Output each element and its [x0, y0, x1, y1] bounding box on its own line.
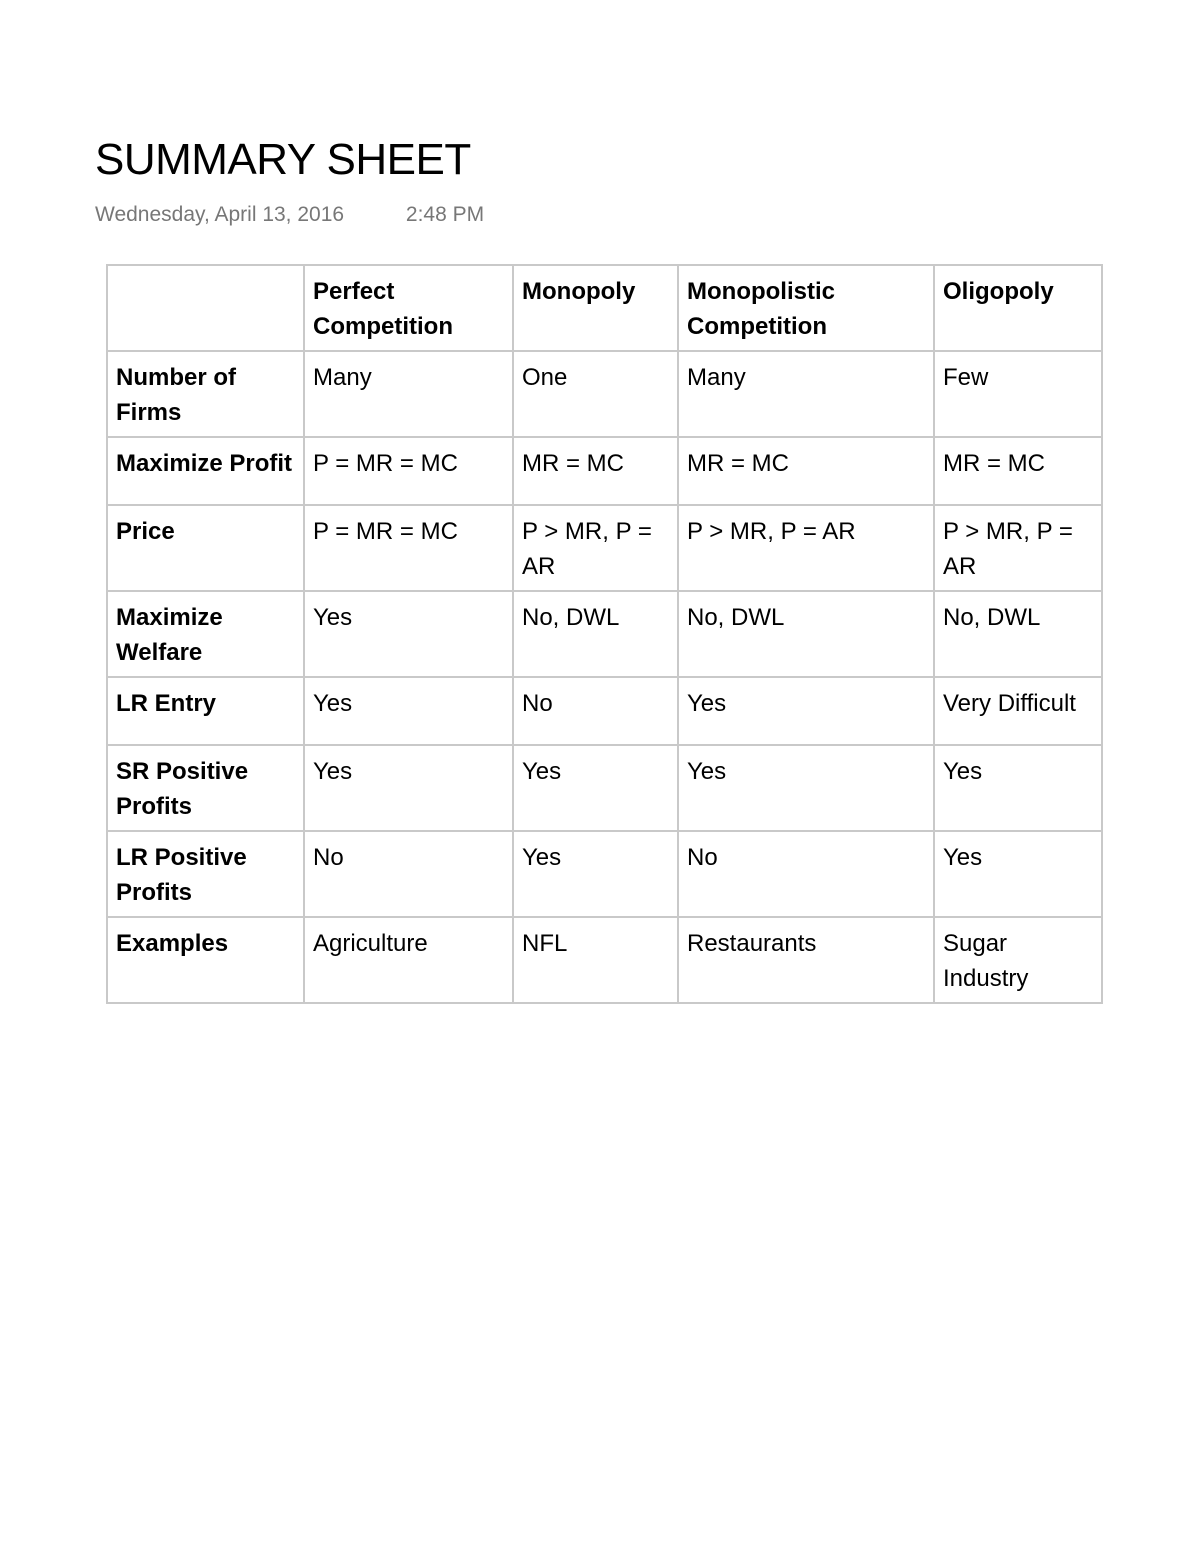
header-monopoly: Monopoly: [513, 265, 678, 351]
table-cell: Yes: [304, 745, 513, 831]
table-cell: P > MR, P = AR: [934, 505, 1102, 591]
table-cell: P = MR = MC: [304, 437, 513, 505]
table-cell: Very Difficult: [934, 677, 1102, 745]
table-cell: P > MR, P = AR: [678, 505, 934, 591]
table-cell: Yes: [934, 745, 1102, 831]
table-cell: No: [678, 831, 934, 917]
header-monopolistic-competition: Monopolistic Competition: [678, 265, 934, 351]
time-text: 2:48 PM: [405, 203, 485, 226]
market-structures-table: [106, 264, 1103, 1004]
table-cell: Yes: [513, 745, 678, 831]
table-cell: P = MR = MC: [304, 505, 513, 591]
table-row: [107, 831, 1102, 917]
row-label: LR Entry: [107, 677, 304, 745]
date-text: Wednesday, April 13, 2016: [95, 203, 345, 226]
table-cell: Restaurants: [678, 917, 934, 1003]
row-label: Examples: [107, 917, 304, 1003]
timestamp-line: [95, 200, 484, 230]
table-cell: NFL: [513, 917, 678, 1003]
row-label: LR Positive Profits: [107, 831, 304, 917]
table-row: [107, 745, 1102, 831]
table-cell: Many: [678, 351, 934, 437]
table-cell: Yes: [513, 831, 678, 917]
table-cell: No: [513, 677, 678, 745]
table-cell: No, DWL: [513, 591, 678, 677]
table-cell: Agriculture: [304, 917, 513, 1003]
table-cell: Yes: [304, 591, 513, 677]
table-cell: Yes: [678, 745, 934, 831]
table-cell: Few: [934, 351, 1102, 437]
table-cell: Yes: [934, 831, 1102, 917]
row-label: Price: [107, 505, 304, 591]
row-label: Number of Firms: [107, 351, 304, 437]
table-cell: No, DWL: [678, 591, 934, 677]
table-row: [107, 591, 1102, 677]
table-cell: No: [304, 831, 513, 917]
table-header-row: [107, 265, 1102, 351]
header-oligopoly: Oligopoly: [934, 265, 1102, 351]
table-cell: No, DWL: [934, 591, 1102, 677]
table-row: [107, 917, 1102, 1003]
table-cell: MR = MC: [678, 437, 934, 505]
table-cell: P > MR, P = AR: [513, 505, 678, 591]
header-corner-cell: [107, 265, 304, 351]
row-label: Maximize Welfare: [107, 591, 304, 677]
table-row: [107, 351, 1102, 437]
table-row: [107, 677, 1102, 745]
table-cell: MR = MC: [934, 437, 1102, 505]
row-label: SR Positive Profits: [107, 745, 304, 831]
table-cell: Many: [304, 351, 513, 437]
table-row: [107, 437, 1102, 505]
row-label: Maximize Profit: [107, 437, 304, 505]
header-perfect-competition: Perfect Competition: [304, 265, 513, 351]
page-title: SUMMARY SHEET: [95, 135, 471, 184]
table-row: [107, 505, 1102, 591]
table-cell: Yes: [678, 677, 934, 745]
table-cell: One: [513, 351, 678, 437]
table-cell: MR = MC: [513, 437, 678, 505]
table-cell: Yes: [304, 677, 513, 745]
table-cell: Sugar Industry: [934, 917, 1102, 1003]
